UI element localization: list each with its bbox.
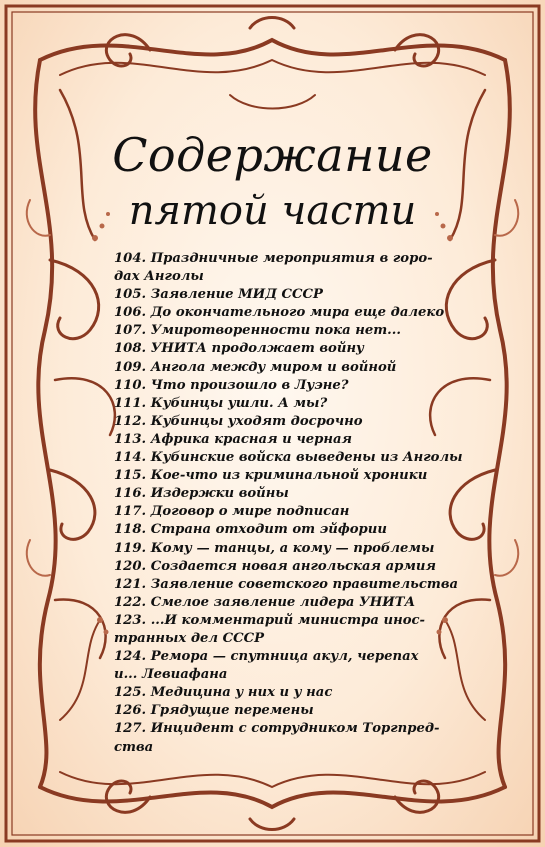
toc-line: 119. Кому — танцы, а кому — проблемы [114, 540, 435, 556]
toc-line: 120. Создается новая ангольская армия [114, 558, 436, 574]
toc-line: 127. Инцидент с сотрудником Торгпред- [114, 721, 440, 737]
toc-line: 110. Что произошло в Луэне? [114, 377, 349, 393]
toc-line: транных дел СССР [114, 630, 265, 646]
toc-line: 107. Умиротворенности пока нет... [114, 323, 401, 339]
toc-line: дах Анголы [114, 269, 204, 285]
toc-line: 108. УНИТА продолжает войну [114, 341, 364, 357]
page-subtitle: пятой части [128, 188, 417, 234]
toc-line: 105. Заявление МИД СССР [114, 287, 323, 303]
bottom-scroll-ornament [40, 772, 505, 830]
toc-line: 124. Ремора — спутница акул, черепах [114, 649, 419, 665]
toc-line: 109. Ангола между миром и войной [114, 359, 397, 375]
page-title: Содержание [112, 128, 433, 182]
toc-line: ства [114, 739, 154, 755]
toc-line: 114. Кубинские войска выведены из Анголы [114, 450, 463, 466]
toc-line: 112. Кубинцы уходят досрочно [114, 413, 363, 429]
toc-line: 115. Кое-что из криминальной хроники [114, 468, 428, 484]
toc-line: 111. Кубинцы ушли. А мы? [114, 395, 328, 411]
toc-line: 125. Медицина у них и у нас [114, 685, 333, 701]
toc-line: 106. До окончательного мира еще далеко [114, 305, 445, 321]
toc-line: 121. Заявление советского правительства [114, 576, 459, 592]
toc-line: 123. ...И комментарий министра инос- [114, 612, 425, 628]
table-of-contents [114, 250, 494, 757]
toc-line: 126. Грядущие перемены [114, 703, 314, 719]
toc-line: 116. Издержки войны [114, 486, 289, 502]
toc-line: 104. Праздничные мероприятия в горо- [114, 251, 433, 266]
toc-line: и... Левиафана [114, 667, 228, 683]
toc-line: 113. Африка красная и черная [114, 431, 353, 447]
toc-line: 122. Смелое заявление лидера УНИТА [114, 594, 416, 610]
toc-line: 118. Страна отходит от эйфории [114, 522, 387, 538]
toc-line: 117. Договор о мире подписан [114, 504, 350, 520]
top-scroll-ornament [40, 18, 505, 109]
